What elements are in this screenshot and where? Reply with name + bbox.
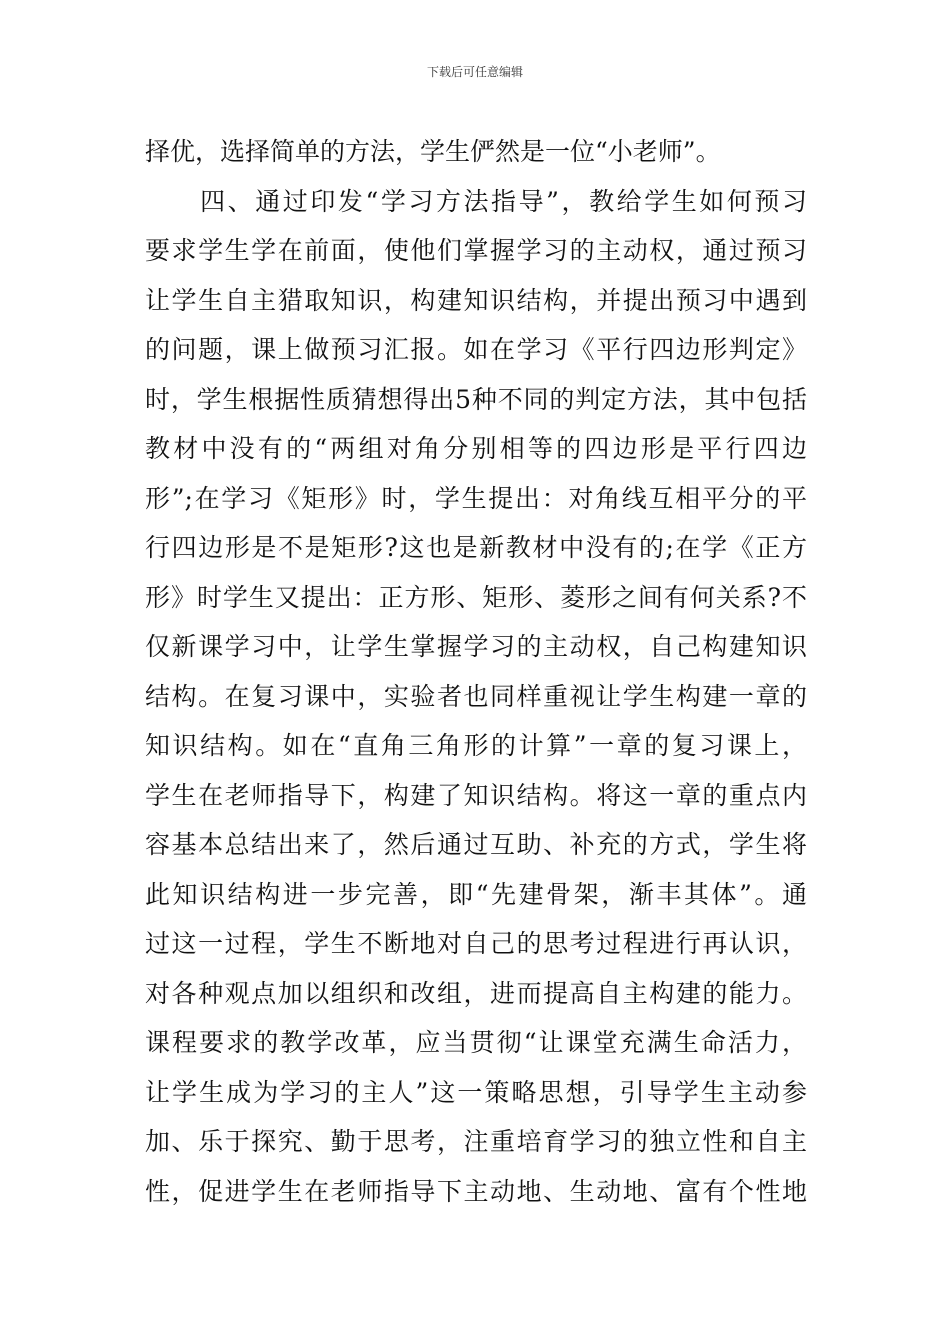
paragraph-line: 让学生自主猎取知识，构建知识结构，并提出预习中遇到	[145, 285, 807, 315]
document-body	[145, 127, 807, 1216]
paragraph-line: 教材中没有的“两组对角分别相等的四边形是平行四边	[145, 434, 807, 463]
paragraph-line: 结构。在复习课中，实验者也同样重视让学生构建一章的	[145, 681, 807, 711]
paragraph-line: 形》时学生又提出：正方形、矩形、菱形之间有何关系?不	[145, 582, 807, 612]
paragraph-line: 容基本总结出来了，然后通过互助、补充的方式，学生将	[145, 830, 807, 859]
paragraph-line: 行四边形是不是矩形?这也是新教材中没有的;在学《正方	[145, 533, 807, 562]
paragraph-line: 性，促进学生在老师指导下主动地、生动地、富有个性地	[145, 1176, 807, 1206]
paragraph-line: 时，学生根据性质猜想得出5种不同的判定方法，其中包括	[145, 384, 807, 414]
page-header: 下载后可任意编辑	[426, 65, 523, 79]
paragraph-line: 形”;在学习《矩形》时，学生提出：对角线互相平分的平	[145, 483, 807, 513]
paragraph-line: 对各种观点加以组织和改组，进而提高自主构建的能力。	[145, 978, 807, 1008]
paragraph-line: 知识结构。如在“直角三角形的计算”一章的复习课上，	[145, 731, 807, 760]
paragraph-line: 仅新课学习中，让学生掌握学习的主动权，自己构建知识	[145, 632, 807, 661]
paragraph-line: 加、乐于探究、勤于思考，注重培育学习的独立性和自主	[145, 1127, 807, 1156]
paragraph-line: 过这一过程，学生不断地对自己的思考过程进行再认识，	[145, 929, 807, 958]
paragraph-line: 择优，选择简单的方法，学生俨然是一位“小老师”。	[145, 137, 721, 166]
paragraph-line: 要求学生学在前面，使他们掌握学习的主动权，通过预习	[145, 236, 807, 265]
paragraph-line: 学生在老师指导下，构建了知识结构。将这一章的重点内	[145, 780, 807, 810]
paragraph-line: 四、通过印发“学习方法指导”，教给学生如何预习	[145, 186, 807, 216]
paragraph-line: 此知识结构进一步完善，即“先建骨架，渐丰其体”。通	[145, 879, 807, 909]
paragraph-line: 的问题，课上做预习汇报。如在学习《平行四边形判定》	[145, 335, 807, 364]
paragraph-line: 让学生成为学习的主人”这一策略思想，引导学生主动参	[145, 1077, 807, 1107]
paragraph-line: 课程要求的教学改革，应当贯彻“让课堂充满生命活力，	[145, 1028, 807, 1057]
